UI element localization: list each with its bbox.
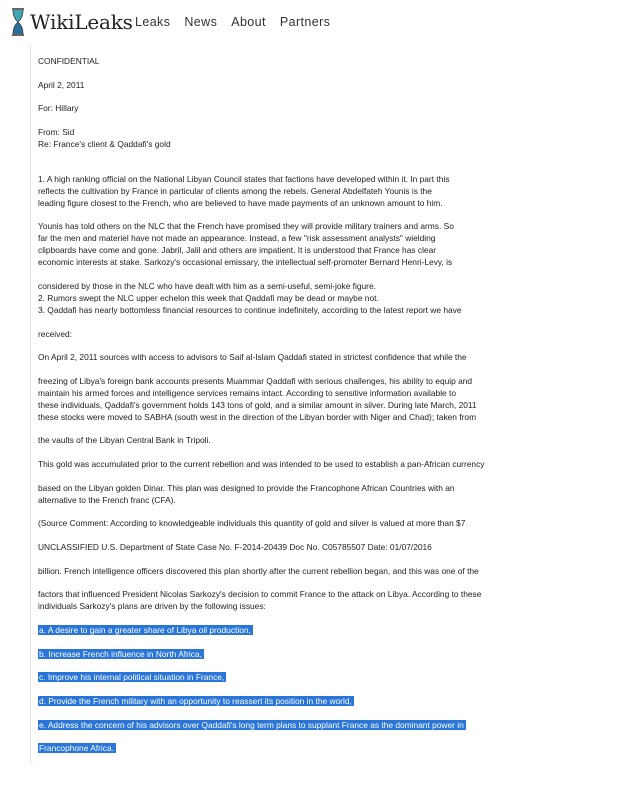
- highlighted-line[interactable]: [38, 720, 466, 731]
- doc-line: reflects the cultivation by France in particular of clients among the rebels. General Abdelfateh Younis is the: [38, 186, 432, 196]
- doc-line: clipboards have come and gone. Jabril, Jalil and others are impatient. It is understood that France has clear: [38, 245, 437, 255]
- doc-line: April 2, 2011: [38, 80, 85, 90]
- doc-line: individuals Sarkozy's plans are driven by the following issues:: [38, 601, 266, 611]
- doc-line: CONFIDENTIAL: [38, 56, 100, 66]
- highlighted-line[interactable]: [38, 649, 204, 660]
- doc-line: received:: [38, 329, 72, 339]
- top-nav: [135, 15, 344, 29]
- doc-line: based on the Libyan golden Dinar. This plan was designed to provide the Francophone African Countries with an: [38, 483, 455, 493]
- highlighted-line[interactable]: [38, 696, 354, 707]
- doc-line: Re: France's client & Qaddafi's gold: [38, 139, 171, 149]
- doc-line: billion. French intelligence officers discovered this plan shortly after the current rebellion began, and this was one of the: [38, 566, 479, 576]
- nav-leaks[interactable]: Leaks: [135, 15, 171, 29]
- doc-line: far the men and materiel have not made an appearance. Instead, a few "risk assessment analysts" wielding: [38, 233, 436, 243]
- logo-text: WikiLeaks: [30, 10, 133, 34]
- doc-line: factors that influenced President Nicolas Sarkozy's decision to commit France to the attack on Libya. According to these: [38, 589, 482, 599]
- site-header: [0, 0, 619, 44]
- doc-line: UNCLASSIFIED U.S. Department of State Case No. F-2014-20439 Doc No. C05785507 Date: 01/07/2016: [38, 542, 432, 552]
- wikileaks-logo[interactable]: [10, 8, 133, 36]
- selected-text[interactable]: a. A desire to gain a greater share of Libya oil production,: [39, 625, 251, 635]
- doc-line: 2. Rumors swept the NLC upper echelon this week that Qaddafi may be dead or maybe not.: [38, 293, 379, 303]
- document-body: [30, 44, 590, 764]
- nav-about[interactable]: About: [231, 15, 266, 29]
- doc-line: alternative to the French franc (CFA).: [38, 495, 176, 505]
- doc-line: On April 2, 2011 sources with access to advisors to Saif al-Islam Qaddafi stated in strictest confidence that while the: [38, 352, 467, 362]
- doc-line: This gold was accumulated prior to the current rebellion and was intended to be used to establish a pan-African currency: [38, 459, 485, 469]
- selected-text[interactable]: c. Improve his internal political situation in France,: [39, 672, 225, 682]
- doc-line: Younis has told others on the NLC that the French have promised they will provide military trainers and arms. So: [38, 221, 454, 231]
- selected-text[interactable]: Francophone Africa.: [39, 743, 114, 753]
- doc-line: these individuals, Qaddafi's government holds 143 tons of gold, and a similar amount in silver. During late March, 2011: [38, 400, 477, 410]
- nav-news[interactable]: News: [184, 15, 218, 29]
- highlighted-line[interactable]: [38, 743, 116, 754]
- doc-line: these stocks were moved to SABHA (south west in the direction of the Libyan border with Niger and Chad); taken from: [38, 412, 477, 422]
- selected-text[interactable]: e. Address the concern of his advisors over Qaddafi's long term plans to supplant France as the dominant power in: [39, 720, 464, 730]
- doc-line: the vaults of the Libyan Central Bank in Tripoli.: [38, 435, 211, 445]
- doc-line: freezing of Libya's foreign bank accounts presents Muammar Qaddafi with serious challenges, his ability to equip and: [38, 376, 473, 386]
- selected-text[interactable]: d. Provide the French military with an opportunity to reassert its position in the world,: [39, 696, 352, 706]
- doc-line: economic interests at stake. Sarkozy's occasional emissary, the intellectual self-promoter Bernard Henri-Levy, is: [38, 257, 453, 267]
- doc-line: maintain his armed forces and intelligence services remains intact. According to sensitive information available to: [38, 388, 457, 398]
- doc-line: considered by those in the NLC who have dealt with him as a semi-useful, semi-joke figure.: [38, 281, 376, 291]
- doc-line: 1. A high ranking official on the National Libyan Council states that factions have developed within it. In part this: [38, 174, 450, 184]
- doc-line: From: Sid: [38, 127, 75, 137]
- doc-line: 3. Qaddafi has nearly bottomless financial resources to continue indefinitely, according to the latest report we have: [38, 305, 462, 315]
- selected-text[interactable]: b. Increase French influence in North Africa,: [39, 649, 202, 659]
- highlighted-line[interactable]: [38, 672, 226, 683]
- hourglass-icon: [10, 8, 26, 36]
- doc-line: leading figure closest to the French, who are believed to have made payments of an unknown amount to him.: [38, 198, 443, 208]
- doc-line: For: Hillary: [38, 103, 79, 113]
- doc-line: (Source Comment: According to knowledgeable individuals this quantity of gold and silver is valued at more than $7: [38, 518, 466, 528]
- highlighted-line[interactable]: [38, 625, 253, 636]
- nav-partners[interactable]: Partners: [279, 15, 331, 29]
